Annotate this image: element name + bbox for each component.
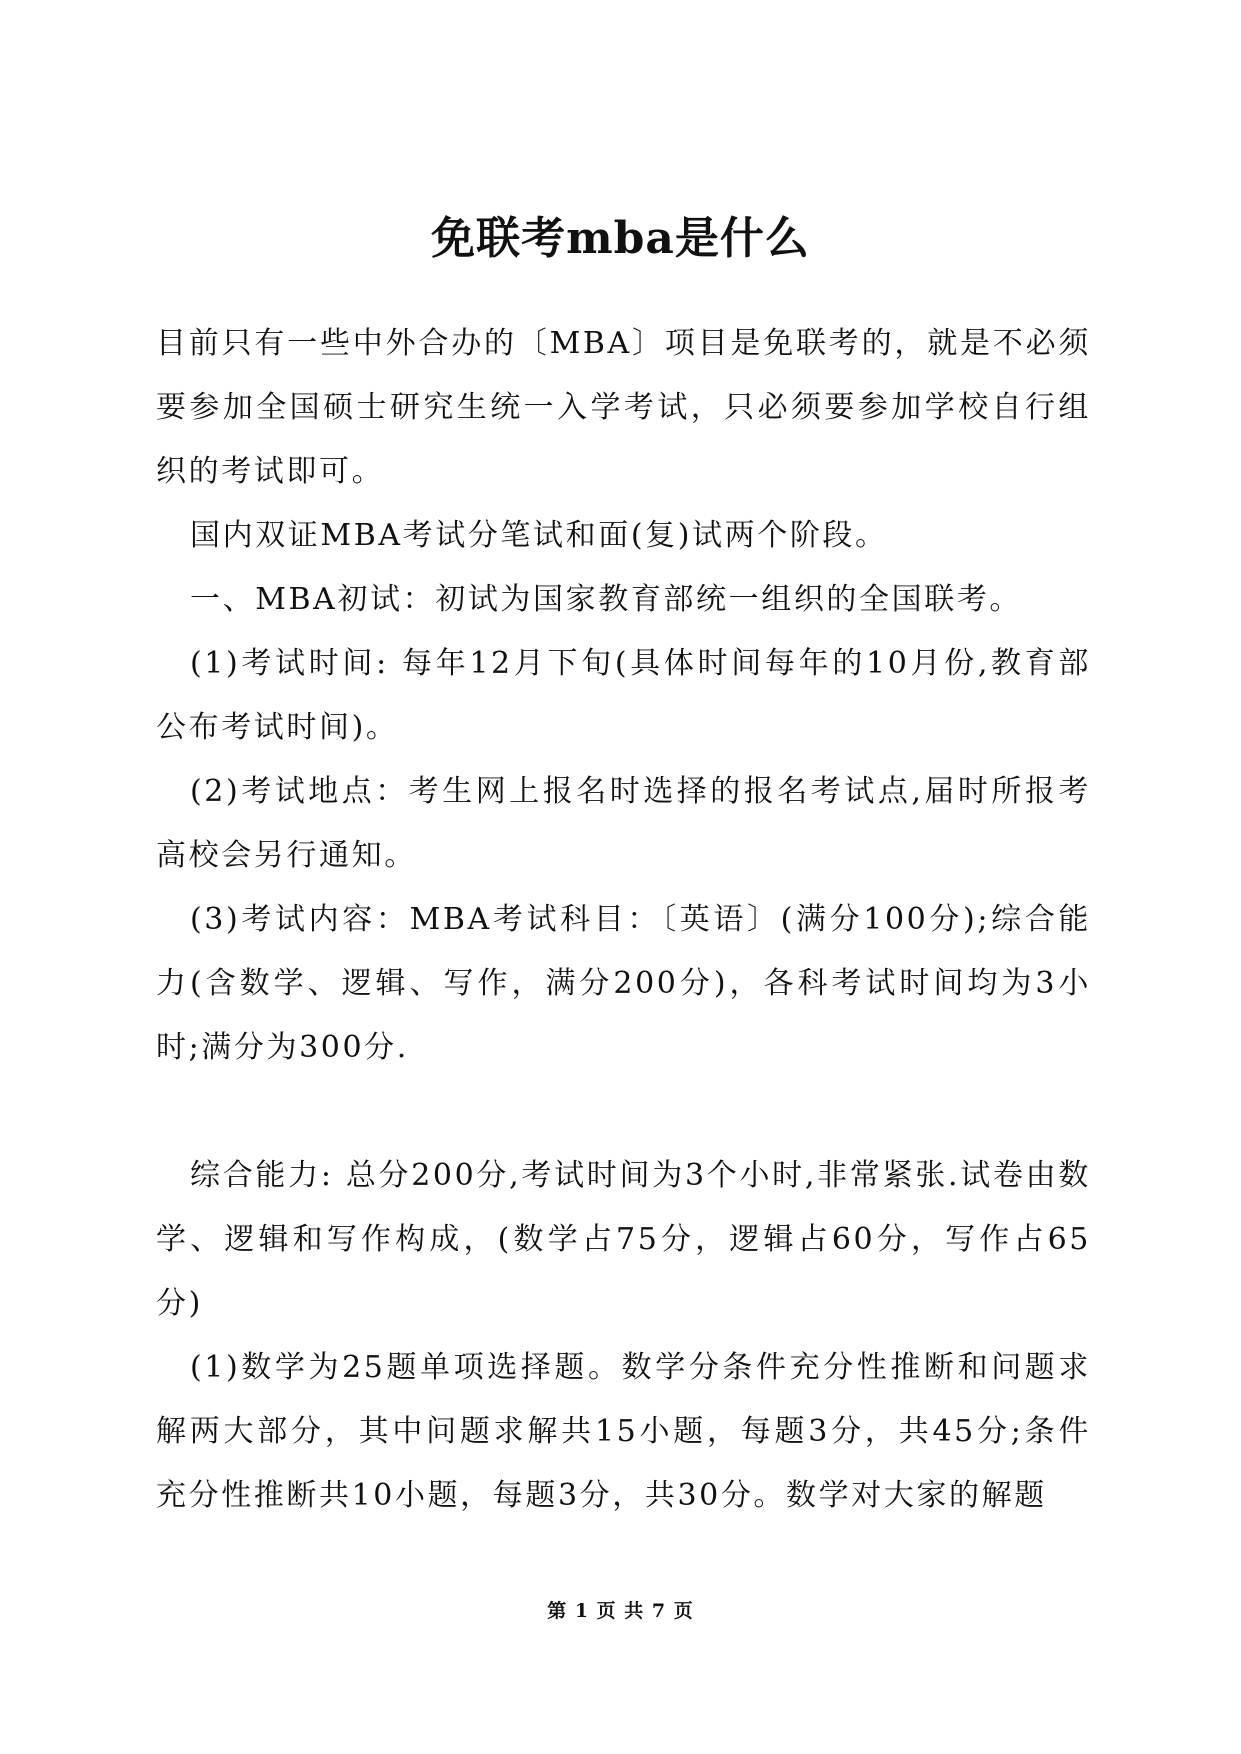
paragraph-exam-time: (1)考试时间: 每年12月下旬(具体时间每年的10月份,教育部公布考试时间)。 (156, 646, 1091, 745)
page-title: 免联考mba是什么 (431, 213, 810, 265)
paragraph-exam-stages: 国内双证MBA考试分笔试和面(复)试两个阶段。 (190, 518, 888, 553)
paragraph-gap (156, 1080, 1091, 1144)
paragraph-comprehensive-ability: 综合能力: 总分200分,考试时间为3个小时,非常紧张.试卷由数学、逻辑和写作构成，(数学占75分，逻辑占60分，写作占65分) (156, 1158, 1091, 1321)
paragraph-exam-location: (2)考试地点：考生网上报名时选择的报名考试点,届时所报考高校会另行通知。 (156, 774, 1091, 873)
paragraph-intro: 目前只有一些中外合办的〔MBA〕项目是免联考的，就是不必须要参加全国硕士研究生统一入学考试，只必须要参加学校自行组织的考试即可。 (156, 326, 1091, 489)
document-body (156, 312, 1091, 1528)
page-number-footer: 第 1 页 共 7 页 (547, 1600, 694, 1622)
paragraph-preliminary-exam: 一、MBA初试：初试为国家教育部统一组织的全国联考。 (190, 582, 1023, 617)
paragraph-exam-content: (3)考试内容：MBA考试科目：〔英语〕(满分100分);综合能力(含数学、逻辑、写作，满分200分)，各科考试时间均为3小时;满分为300分. (156, 902, 1091, 1065)
paragraph-math-section: (1)数学为25题单项选择题。数学分条件充分性推断和问题求解两大部分，其中问题求解共15小题，每题3分，共45分;条件充分性推断共10小题，每题3分，共30分。数学对大家的解题 (156, 1350, 1091, 1513)
